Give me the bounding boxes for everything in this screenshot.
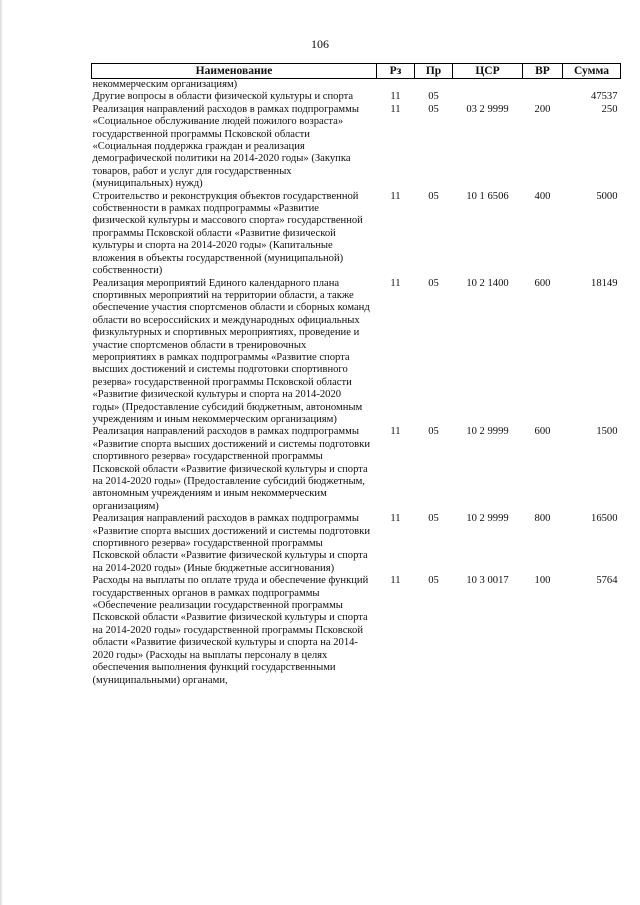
table-row <box>92 426 621 513</box>
row-csr: 10 3 0017 <box>466 575 509 587</box>
row-vr <box>523 91 563 103</box>
header-name: Наименование <box>92 64 377 79</box>
row-rz: 11 <box>390 103 401 115</box>
row-sum: 5764 <box>596 575 618 587</box>
row-rz: 11 <box>390 91 401 103</box>
row-rz: 11 <box>390 575 401 587</box>
table-row <box>92 191 621 278</box>
row-sum: 18149 <box>591 277 618 289</box>
row-rz: 11 <box>390 426 401 438</box>
table-body <box>92 79 621 687</box>
table-row <box>92 79 621 92</box>
page-number: 106 <box>311 37 329 51</box>
row-vr: 100 <box>534 575 551 587</box>
table-row <box>92 278 621 427</box>
row-csr <box>453 91 523 103</box>
row-vr: 600 <box>534 277 551 289</box>
row-sum <box>563 79 621 92</box>
row-vr: 400 <box>534 190 551 202</box>
row-name: Реализация направлений расходов в рамках подпрограммы «Развитие спорта высших достижений и системы подготовки спортивного резерва» государственной программы Псковской области «Развитие физической культуры и спорта на 2014-2020 годы» (Иные бюджетные ассигнования) <box>92 513 371 574</box>
row-sum: 47537 <box>591 91 618 103</box>
row-pr <box>415 79 453 92</box>
header-pr: Пр <box>415 64 453 79</box>
row-name: Другие вопросы в области физической культуры и спорта <box>92 91 354 103</box>
table-row <box>92 513 621 575</box>
table-row <box>92 575 621 687</box>
row-rz: 11 <box>390 513 401 525</box>
row-rz <box>377 79 415 92</box>
row-pr: 05 <box>428 103 439 115</box>
row-pr: 05 <box>428 513 439 525</box>
row-pr: 05 <box>428 277 439 289</box>
row-vr: 200 <box>534 103 551 115</box>
row-pr: 05 <box>428 190 439 202</box>
header-rz: Рз <box>377 64 415 79</box>
row-pr: 05 <box>428 426 439 438</box>
header-vr: ВР <box>523 64 563 79</box>
row-rz: 11 <box>390 277 401 289</box>
row-sum: 16500 <box>591 513 618 525</box>
table-row <box>92 91 621 103</box>
row-sum: 1500 <box>596 426 618 438</box>
scan-edge-shadow <box>0 0 3 905</box>
header-sum: Сумма <box>563 64 621 79</box>
row-rz: 11 <box>390 190 401 202</box>
row-vr: 600 <box>534 426 551 438</box>
row-sum: 5000 <box>596 190 618 202</box>
row-name: некоммерческим организациям) <box>92 79 238 90</box>
header-csr: ЦСР <box>453 64 523 79</box>
row-name: Строительство и реконструкция объектов государственной собственности в рамках подпрограммы «Развитие физической культуры и массового спорта» государственной программы Псковской области «Развитие физической культуры и спорта на 2014-2020 годы» (Капитальные вложения в объекты государственной (муниципальной) собственности) <box>92 190 363 277</box>
row-csr: 10 2 1400 <box>466 277 509 289</box>
row-name: Реализация мероприятий Единого календарного плана спортивных мероприятий на территории области, а также обеспечение участия спортсменов области и сборных команд области во всероссийских и международных официальных физкультурных и спортивных мероприятиях, проведение и участие спортсменов области в тренировочных мероприятиях в рамках подпрограммы «Развитие спорта высших достижений и системы подготовки спортивного резерва» государственной программы Псковской области «Развитие физической культуры и спорта на 2014-2020 годы» (Предоставление субсидий бюджетным, автономным учреждениям и иным некоммерческим организациям) <box>92 277 370 425</box>
table-header-row <box>92 64 621 79</box>
row-pr: 05 <box>428 91 439 103</box>
row-pr: 05 <box>428 575 439 587</box>
row-name: Реализация направлений расходов в рамках подпрограммы «Развитие спорта высших достижений и системы подготовки спортивного резерва» государственной программы Псковской области «Развитие физической культуры и спорта на 2014-2020 годы» (Предоставление субсидий бюджетным, автономным учреждениям и иным некоммерческим организациям) <box>92 426 371 512</box>
row-name: Расходы на выплаты по оплате труда и обеспечение функций государственных органов в рамках подпрограммы «Обеспечение реализации государственной программы Псковской области «Развитие физической культуры и спорта на 2014-2020 годы» государственной программы Псковской области «Развитие физической культуры и спорта на 2014-2020 годы» (Расходы на выплаты персоналу в целях обеспечения выполнения функций государственными (муниципальными) органами, <box>92 575 369 686</box>
table-row <box>92 104 621 191</box>
row-csr <box>453 79 523 92</box>
row-csr: 10 2 9999 <box>466 513 509 525</box>
row-sum: 250 <box>601 103 618 115</box>
budget-table <box>91 63 621 687</box>
row-csr: 10 2 9999 <box>466 426 509 438</box>
row-vr: 800 <box>534 513 551 525</box>
row-csr: 10 1 6506 <box>466 190 509 202</box>
row-name: Реализация направлений расходов в рамках подпрограммы «Социальное обслуживание людей пожилого возраста» государственной программы Псковской области «Социальная поддержка граждан и реализация демографической политики на 2014-2020 годы» (Закупка товаров, работ и услуг для государственных (муниципальных) нужд) <box>92 103 359 190</box>
row-csr: 03 2 9999 <box>466 103 509 115</box>
row-vr <box>523 79 563 92</box>
